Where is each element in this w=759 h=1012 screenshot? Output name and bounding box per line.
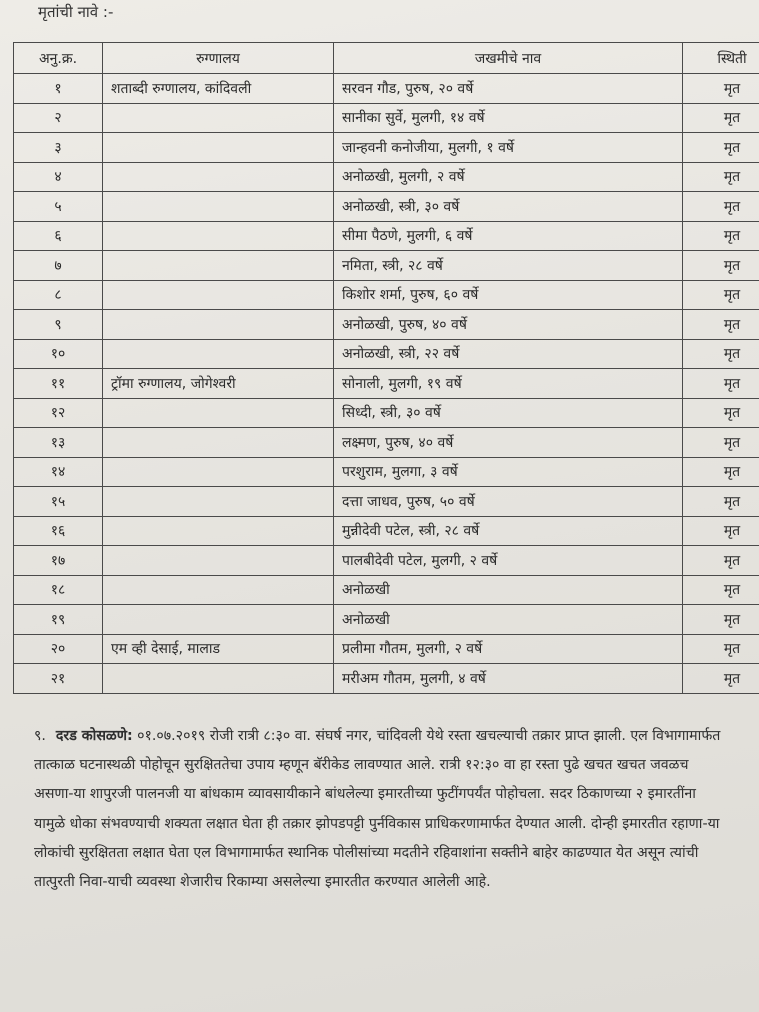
table-row xyxy=(14,664,759,694)
cell-name: लक्ष्मण, पुरुष, ४० वर्षे xyxy=(334,428,683,458)
section-heading: मृतांची नावे :- xyxy=(38,3,114,21)
cell-hospital xyxy=(103,192,334,222)
cell-name: सरवन गौड, पुरुष, २० वर्षे xyxy=(334,74,683,104)
table-row xyxy=(14,251,759,281)
cell-name: सिध्दी, स्त्री, ३० वर्षे xyxy=(334,398,683,428)
table-row xyxy=(14,634,759,664)
cell-status: मृत xyxy=(683,516,759,546)
cell-hospital xyxy=(103,605,334,635)
column-header-status: स्थिती xyxy=(683,43,759,74)
paragraph-text: ०१.०७.२०१९ रोजी रात्री ८:३० वा. संघर्ष नगर, चांदिवली येथे रस्ता खचल्याची तक्रार प्राप्त झाली. एल विभागामार्फत तात्काळ घटनास्थळी पोहोचून सुरक्षिततेचा उपाय म्हणून बॅरीकेड लावण्यात आले. रात्री १२:३० वा हा रस्ता पुढे खचत खचत जवळच असणा-या शापुरजी पालनजी या बांधकाम व्यावसायीकाने बांधलेल्या इमारतीच्या फुटींगपर्यंत पोहोचला. सदर ठिकाणच्या २ इमारतींना यामुळे धोका संभवण्याची शक्यता लक्षात घेता ही तक्रार झोपडपट्टी पुर्नविकास प्राधिकरणामार्फत देण्यात आली. दोन्ही इमारतीत रहाणा-या लोकांची सुरक्षितता लक्षात घेता एल विभागामार्फत स्थानिक पोलीसांच्या मदतीने रहिवाशांना सक्तीने बाहेर काढण्यात येत असून त्यांची तात्पुरती निवा-याची व्यवस्था शेजारीच रिकाम्या असलेल्या इमारतीत करण्यात आलेली आहे. xyxy=(34,728,721,891)
cell-status: मृत xyxy=(683,251,759,281)
table-row xyxy=(14,398,759,428)
cell-status: मृत xyxy=(683,634,759,664)
cell-name: अनोळखी, पुरुष, ४० वर्षे xyxy=(334,310,683,340)
cell-hospital xyxy=(103,162,334,192)
cell-serial: १० xyxy=(14,339,103,369)
cell-status: मृत xyxy=(683,103,759,133)
cell-name: मुन्नीदेवी पटेल, स्त्री, २८ वर्षे xyxy=(334,516,683,546)
cell-serial: १७ xyxy=(14,546,103,576)
cell-serial: ७ xyxy=(14,251,103,281)
cell-hospital xyxy=(103,221,334,251)
cell-serial: ६ xyxy=(14,221,103,251)
cell-serial: ११ xyxy=(14,369,103,399)
cell-status: मृत xyxy=(683,133,759,163)
cell-hospital xyxy=(103,516,334,546)
cell-hospital xyxy=(103,103,334,133)
cell-status: मृत xyxy=(683,192,759,222)
cell-serial: १ xyxy=(14,74,103,104)
cell-serial: ४ xyxy=(14,162,103,192)
cell-name: अनोळखी, स्त्री, २२ वर्षे xyxy=(334,339,683,369)
cell-hospital xyxy=(103,251,334,281)
cell-status: मृत xyxy=(683,575,759,605)
cell-name: सानीका सुर्वे, मुलगी, १४ वर्षे xyxy=(334,103,683,133)
table-row xyxy=(14,339,759,369)
cell-hospital xyxy=(103,310,334,340)
table-row xyxy=(14,162,759,192)
cell-name: अनोळखी, स्त्री, ३० वर्षे xyxy=(334,192,683,222)
table-row xyxy=(14,605,759,635)
cell-status: मृत xyxy=(683,339,759,369)
cell-serial: ३ xyxy=(14,133,103,163)
cell-name: नमिता, स्त्री, २८ वर्षे xyxy=(334,251,683,281)
table-row xyxy=(14,133,759,163)
cell-serial: ५ xyxy=(14,192,103,222)
table-row xyxy=(14,310,759,340)
cell-hospital: ट्रॉमा रुग्णालय, जोगेश्वरी xyxy=(103,369,334,399)
cell-status: मृत xyxy=(683,605,759,635)
cell-name: किशोर शर्मा, पुरुष, ६० वर्षे xyxy=(334,280,683,310)
cell-hospital xyxy=(103,487,334,517)
table-row xyxy=(14,369,759,399)
cell-serial: ८ xyxy=(14,280,103,310)
incident-paragraph xyxy=(34,722,724,897)
cell-hospital xyxy=(103,664,334,694)
cell-status: मृत xyxy=(683,310,759,340)
cell-hospital: एम व्ही देसाई, मालाड xyxy=(103,634,334,664)
cell-hospital xyxy=(103,575,334,605)
table-row xyxy=(14,575,759,605)
table-row xyxy=(14,457,759,487)
cell-serial: १५ xyxy=(14,487,103,517)
cell-serial: २१ xyxy=(14,664,103,694)
cell-status: मृत xyxy=(683,546,759,576)
cell-status: मृत xyxy=(683,398,759,428)
casualty-table xyxy=(13,42,759,694)
table-row xyxy=(14,192,759,222)
cell-hospital xyxy=(103,339,334,369)
cell-serial: १४ xyxy=(14,457,103,487)
cell-hospital xyxy=(103,398,334,428)
cell-serial: १२ xyxy=(14,398,103,428)
cell-name: सोनाली, मुलगी, १९ वर्षे xyxy=(334,369,683,399)
cell-status: मृत xyxy=(683,428,759,458)
cell-status: मृत xyxy=(683,487,759,517)
table-row xyxy=(14,74,759,104)
cell-hospital xyxy=(103,280,334,310)
cell-hospital: शताब्दी रुग्णालय, कांदिवली xyxy=(103,74,334,104)
table-row xyxy=(14,221,759,251)
cell-hospital xyxy=(103,133,334,163)
cell-hospital xyxy=(103,457,334,487)
column-header-hospital: रुग्णालय xyxy=(103,43,334,74)
cell-serial: २० xyxy=(14,634,103,664)
cell-name: मरीअम गौतम, मुलगी, ४ वर्षे xyxy=(334,664,683,694)
cell-status: मृत xyxy=(683,369,759,399)
column-header-name: जखमीचे नाव xyxy=(334,43,683,74)
table-row xyxy=(14,103,759,133)
table-row xyxy=(14,428,759,458)
cell-status: मृत xyxy=(683,457,759,487)
cell-status: मृत xyxy=(683,74,759,104)
paragraph-number: ९. xyxy=(34,728,46,744)
cell-name: परशुराम, मुलगा, ३ वर्षे xyxy=(334,457,683,487)
cell-status: मृत xyxy=(683,280,759,310)
cell-status: मृत xyxy=(683,664,759,694)
cell-serial: २ xyxy=(14,103,103,133)
cell-name: प्रलीमा गौतम, मुलगी, २ वर्षे xyxy=(334,634,683,664)
cell-serial: १८ xyxy=(14,575,103,605)
cell-name: दत्ता जाधव, पुरुष, ५० वर्षे xyxy=(334,487,683,517)
column-header-serial: अनु.क्र. xyxy=(14,43,103,74)
cell-status: मृत xyxy=(683,162,759,192)
cell-serial: ९ xyxy=(14,310,103,340)
cell-name: अनोळखी, मुलगी, २ वर्षे xyxy=(334,162,683,192)
table-row xyxy=(14,516,759,546)
cell-name: सीमा पैठणे, मुलगी, ६ वर्षे xyxy=(334,221,683,251)
cell-serial: १३ xyxy=(14,428,103,458)
table-row xyxy=(14,546,759,576)
cell-name: पालबीदेवी पटेल, मुलगी, २ वर्षे xyxy=(334,546,683,576)
table-row xyxy=(14,280,759,310)
cell-name: अनोळखी xyxy=(334,575,683,605)
cell-name: जान्हवनी कनोजीया, मुलगी, १ वर्षे xyxy=(334,133,683,163)
cell-status: मृत xyxy=(683,221,759,251)
cell-serial: १६ xyxy=(14,516,103,546)
cell-name: अनोळखी xyxy=(334,605,683,635)
cell-serial: १९ xyxy=(14,605,103,635)
cell-hospital xyxy=(103,428,334,458)
table-header-row xyxy=(14,43,759,74)
table-row xyxy=(14,487,759,517)
paragraph-subject: दरड कोसळणे: xyxy=(55,728,133,744)
cell-hospital xyxy=(103,546,334,576)
